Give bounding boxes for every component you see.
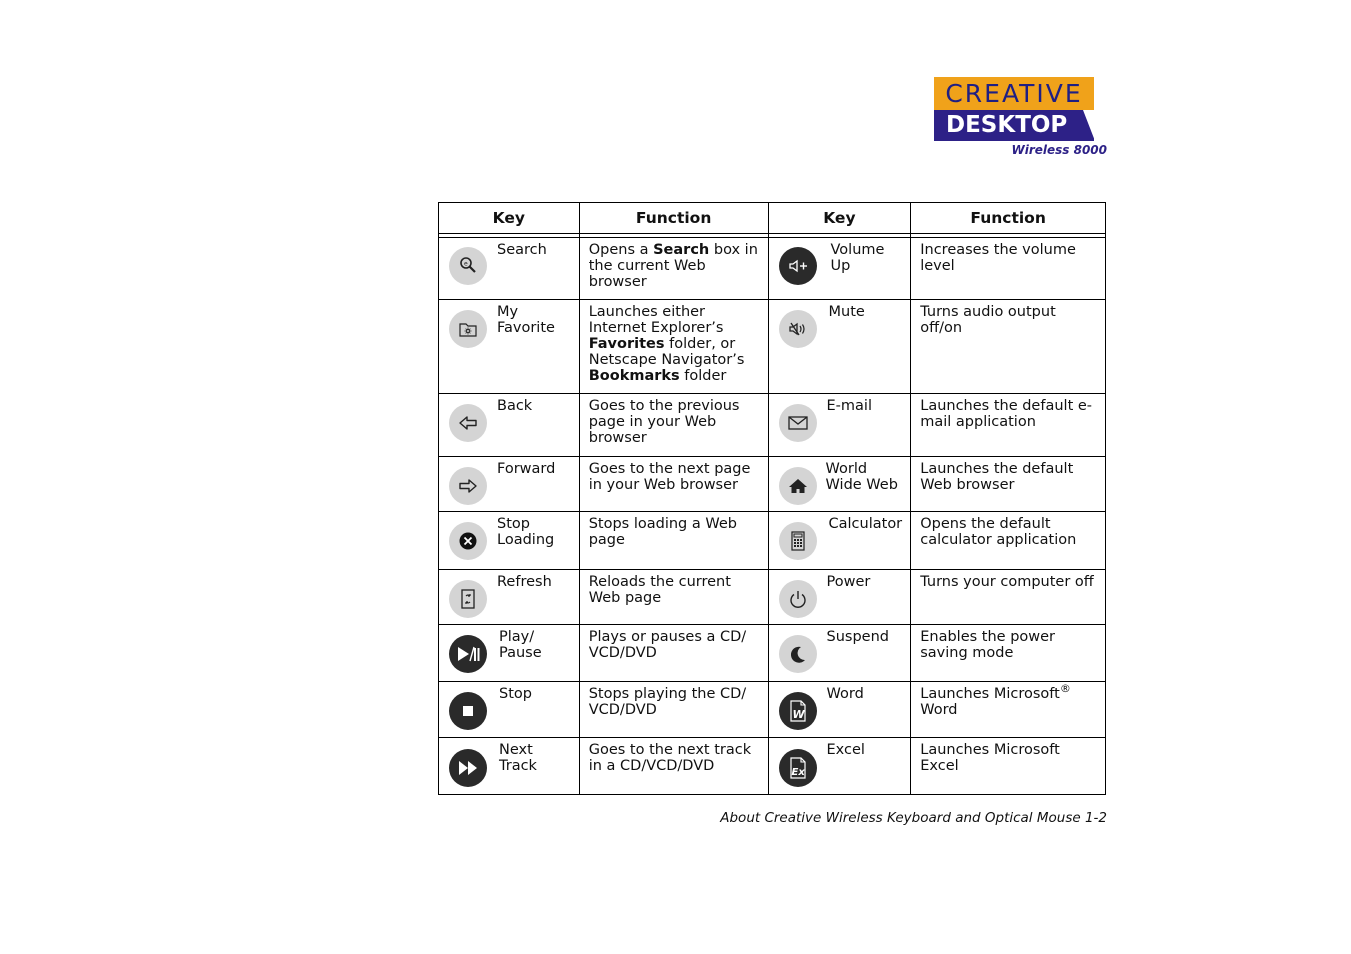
function-cell	[579, 300, 768, 394]
key-cell-next-track	[439, 738, 580, 795]
svg-text:W: W	[792, 708, 805, 721]
key-label-line: Word	[826, 686, 864, 702]
key-label-line: Track	[499, 758, 537, 774]
page-footer: About Creative Wireless Keyboard and Optical Mouse 1-2	[720, 810, 1107, 826]
creative-desktop-logo	[934, 77, 1109, 159]
table-row	[439, 512, 1106, 570]
function-text: Stops playing the CD/ VCD/DVD	[588, 686, 747, 718]
key-label	[827, 629, 889, 645]
function-cell	[579, 512, 768, 570]
function-text: Launches the default Web browser	[920, 461, 1074, 493]
word-icon	[779, 692, 817, 730]
function-text: Opens a	[588, 242, 654, 258]
function-text: box in the current Web browser	[588, 242, 758, 290]
key-label	[497, 574, 552, 590]
function-cell	[911, 682, 1106, 738]
key-label-line: Pause	[499, 645, 542, 661]
function-text: Turns audio output off/on	[920, 304, 1056, 336]
play-pause-icon	[449, 635, 487, 673]
function-cell	[579, 682, 768, 738]
logo-model: Wireless 8000	[1011, 143, 1107, 157]
key-label-line: E-mail	[826, 398, 872, 414]
email-icon	[779, 404, 817, 442]
key-label-line: Forward	[497, 461, 556, 477]
next-track-icon	[449, 749, 487, 787]
table-row	[439, 394, 1106, 457]
key-label	[497, 516, 554, 548]
function-cell	[911, 570, 1106, 625]
key-cell-search	[439, 238, 580, 300]
key-label-line: My	[497, 304, 519, 320]
key-label	[829, 516, 903, 532]
table-row	[439, 300, 1106, 394]
function-text: Enables the power saving mode	[920, 629, 1056, 661]
logo-brand: CREATIVE	[934, 77, 1094, 110]
function-cell	[911, 238, 1106, 300]
svg-text:e: e	[464, 260, 468, 268]
function-text: ®	[1059, 682, 1071, 696]
function-text: Goes to the next page in your Web browser	[588, 461, 751, 493]
function-text: Opens the default calculator application	[920, 516, 1077, 548]
function-text: Launches Microsoft Excel	[920, 742, 1060, 774]
function-text: Stops loading a Web page	[588, 516, 737, 548]
table-header-row	[439, 203, 1106, 234]
function-cell	[911, 457, 1106, 512]
key-cell-volume-up	[768, 238, 911, 300]
forward-icon	[449, 467, 487, 505]
calculator-icon	[779, 522, 817, 560]
key-label	[499, 686, 532, 702]
key-label-line: Volume	[830, 242, 885, 258]
function-cell	[579, 738, 768, 795]
key-label	[826, 461, 898, 493]
stop-loading-icon	[449, 522, 487, 560]
key-label-line: Up	[830, 258, 851, 274]
key-label	[497, 242, 547, 258]
key-label	[827, 574, 871, 590]
key-label-line: Suspend	[826, 629, 889, 645]
key-cell-mute	[768, 300, 911, 394]
key-cell-suspend	[768, 625, 911, 682]
key-label-line: Search	[497, 242, 547, 258]
key-cell-calculator	[768, 512, 911, 570]
key-label	[829, 304, 865, 320]
function-text: Launches either Internet Explorer’s	[588, 304, 724, 336]
world-wide-web-icon	[779, 467, 817, 505]
stop-icon	[449, 692, 487, 730]
key-label-line: Back	[497, 398, 533, 414]
key-cell-excel	[768, 738, 911, 795]
key-label-line: Favorite	[497, 320, 555, 336]
svg-text:Ex: Ex	[791, 767, 805, 778]
key-label	[827, 398, 872, 414]
function-cell	[579, 394, 768, 457]
key-label	[499, 742, 537, 774]
function-text: Reloads the current Web page	[588, 574, 731, 606]
logo-product: DESKTOP	[946, 112, 1068, 138]
key-label-line: Stop	[497, 516, 530, 532]
function-cell	[911, 394, 1106, 457]
function-cell	[911, 300, 1106, 394]
table-row	[439, 738, 1106, 795]
key-label-line: Calculator	[828, 516, 903, 532]
key-label	[499, 629, 542, 661]
key-cell-forward	[439, 457, 580, 512]
function-cell	[911, 512, 1106, 570]
function-cell	[579, 457, 768, 512]
key-label	[497, 398, 532, 414]
key-cell-world-wide-web	[768, 457, 911, 512]
key-label-line: Wide Web	[825, 477, 898, 493]
key-label-line: Loading	[497, 532, 555, 548]
key-cell-my-favorite	[439, 300, 580, 394]
function-cell	[911, 738, 1106, 795]
key-function-table	[438, 202, 1106, 795]
key-cell-word	[768, 682, 911, 738]
key-label-line: Power	[826, 574, 871, 590]
key-label-line: Mute	[828, 304, 865, 320]
key-cell-email	[768, 394, 911, 457]
function-text: Goes to the previous page in your Web browser	[588, 398, 740, 446]
function-text: Plays or pauses a CD/ VCD/DVD	[588, 629, 747, 661]
key-label-line: Stop	[499, 686, 532, 702]
key-cell-refresh	[439, 570, 580, 625]
function-text: folder	[679, 368, 727, 384]
refresh-icon	[449, 580, 487, 618]
key-cell-power	[768, 570, 911, 625]
key-label	[827, 742, 865, 758]
back-icon	[449, 404, 487, 442]
table-row	[439, 457, 1106, 512]
key-cell-back	[439, 394, 580, 457]
my-favorite-icon	[449, 310, 487, 348]
key-label-line: World	[825, 461, 868, 477]
key-label	[827, 686, 864, 702]
table-row	[439, 570, 1106, 625]
header-function-2: Function	[911, 203, 1106, 234]
mute-icon	[779, 310, 817, 348]
key-label-line: Next	[499, 742, 533, 758]
key-label	[831, 242, 885, 274]
table-row	[439, 238, 1106, 300]
function-cell	[911, 625, 1106, 682]
function-text: Increases the volume level	[920, 242, 1076, 274]
key-label-line: Refresh	[497, 574, 552, 590]
header-key-1: Key	[439, 203, 580, 234]
function-cell	[579, 570, 768, 625]
suspend-icon	[779, 635, 817, 673]
function-text-bold: Favorites	[588, 336, 665, 352]
key-cell-play-pause	[439, 625, 580, 682]
function-text: folder, or Netscape Navigator’s	[588, 336, 745, 368]
function-cell	[579, 238, 768, 300]
function-text: Launches the default e-mail application	[920, 398, 1093, 430]
function-text-bold: Bookmarks	[588, 368, 680, 384]
power-icon	[779, 580, 817, 618]
key-label	[497, 461, 555, 477]
excel-icon	[779, 749, 817, 787]
key-cell-stop-loading	[439, 512, 580, 570]
key-cell-stop	[439, 682, 580, 738]
table-row	[439, 682, 1106, 738]
header-function-1: Function	[579, 203, 768, 234]
function-text: Launches Microsoft	[920, 686, 1060, 702]
function-text-bold: Search	[653, 242, 710, 258]
key-label-line: Excel	[826, 742, 865, 758]
function-text: Word	[920, 702, 958, 718]
volume-up-icon	[779, 247, 817, 285]
function-cell	[579, 625, 768, 682]
key-label-line: Play/	[499, 629, 535, 645]
header-key-2: Key	[768, 203, 911, 234]
function-text: Turns your computer off	[920, 574, 1094, 590]
function-text: Goes to the next track in a CD/VCD/DVD	[588, 742, 752, 774]
table-row	[439, 625, 1106, 682]
key-label	[497, 304, 555, 336]
search-icon	[449, 247, 487, 285]
